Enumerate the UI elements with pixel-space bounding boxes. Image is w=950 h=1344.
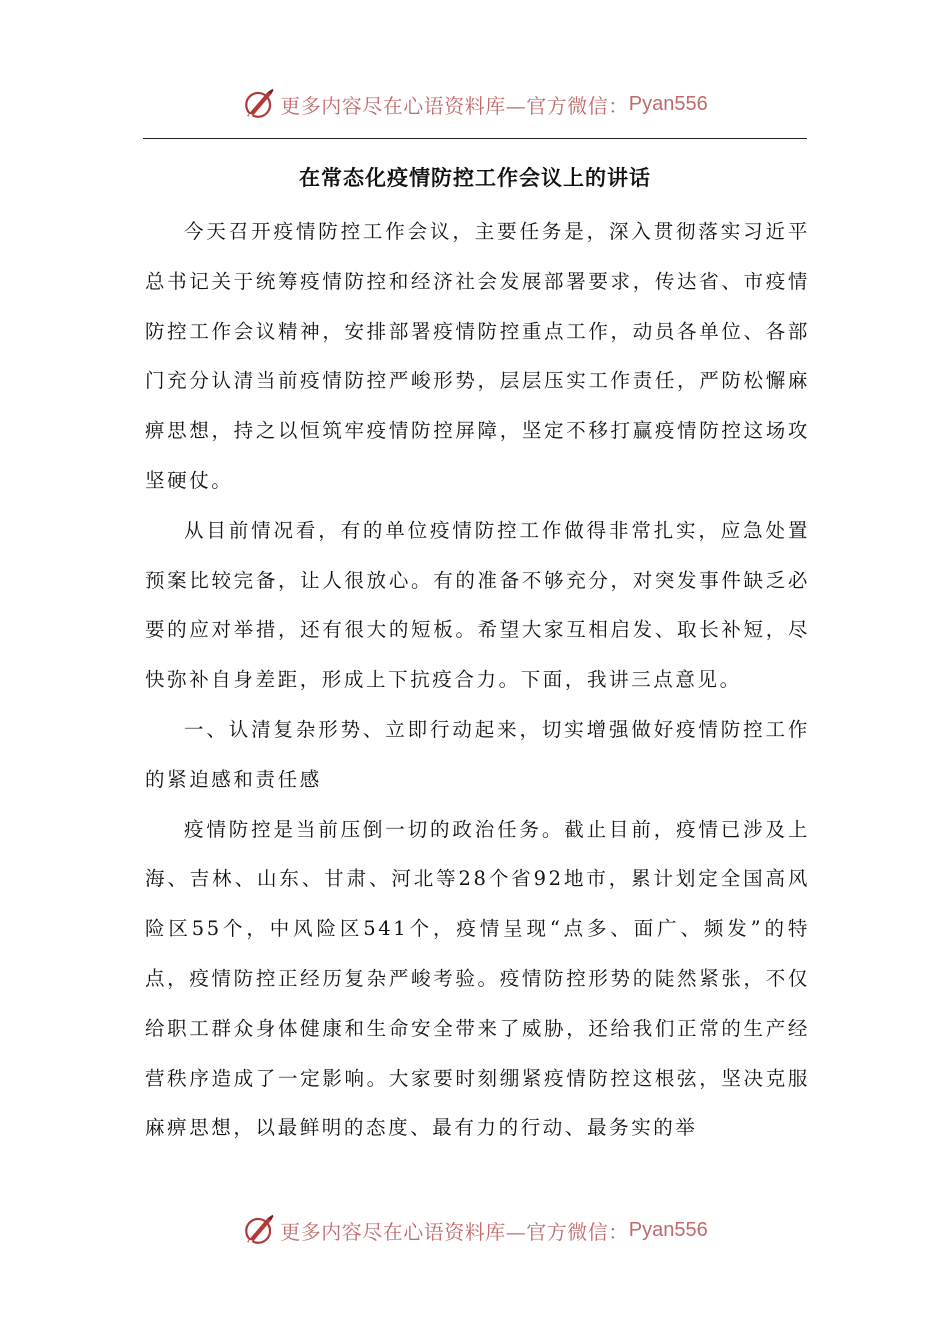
pen-logo-icon <box>242 1213 276 1247</box>
footer-banner <box>0 1208 950 1252</box>
wechat-id: Pyan556 <box>628 1218 708 1241</box>
section-heading: 一、认清复杂形势、立即行动起来，切实增强做好疫情防控工作的紧迫感和责任感 <box>145 717 810 791</box>
banner-text: 更多内容尽在心语资料库—官方微信： <box>280 93 629 118</box>
wechat-id: Pyan556 <box>628 92 708 115</box>
paragraph: 从目前情况看，有的单位疫情防控工作做得非常扎实，应急处置预案比较完备，让人很放心。有的准备不够充分，对突发事件缺乏必要的应对举措，还有很大的短板。希望大家互相启发、取长补短，尽快弥补自身差距，形成上下抗疫合力。下面，我讲三点意见。 <box>145 518 810 692</box>
header-divider <box>143 138 807 139</box>
banner-text: 更多内容尽在心语资料库—官方微信： <box>280 1219 629 1244</box>
pen-logo-icon <box>242 87 276 121</box>
paragraph: 今天召开疫情防控工作会议，主要任务是，深入贯彻落实习近平总书记关于统筹疫情防控和经济社会发展部署要求，传达省、市疫情防控工作会议精神，安排部署疫情防控重点工作，动员各单位、各部门充分认清当前疫情防控严峻形势，层层压实工作责任，严防松懈麻痹思想，持之以恒筑牢疫情防控屏障，坚定不移打赢疫情防控这场攻坚硬仗。 <box>145 220 810 492</box>
document-title: 在常态化疫情防控工作会议上的讲话 <box>299 166 651 190</box>
header-banner <box>0 82 950 126</box>
document-body <box>145 207 810 1153</box>
paragraph: 疫情防控是当前压倒一切的政治任务。截止目前，疫情已涉及上海、吉林、山东、甘肃、河北等28个省92地市，累计划定全国高风险区55个，中风险区541个，疫情呈现“点多、面广、频发”的特点，疫情防控正经历复杂严峻考验。疫情防控形势的陡然紧张，不仅给职工群众身体健康和生命安全带来了威胁，还给我们正常的生产经营秩序造成了一定影响。大家要时刻绷紧疫情防控这根弦，坚决克服麻痹思想，以最鲜明的态度、最有力的行动、最务实的举 <box>145 817 810 1140</box>
